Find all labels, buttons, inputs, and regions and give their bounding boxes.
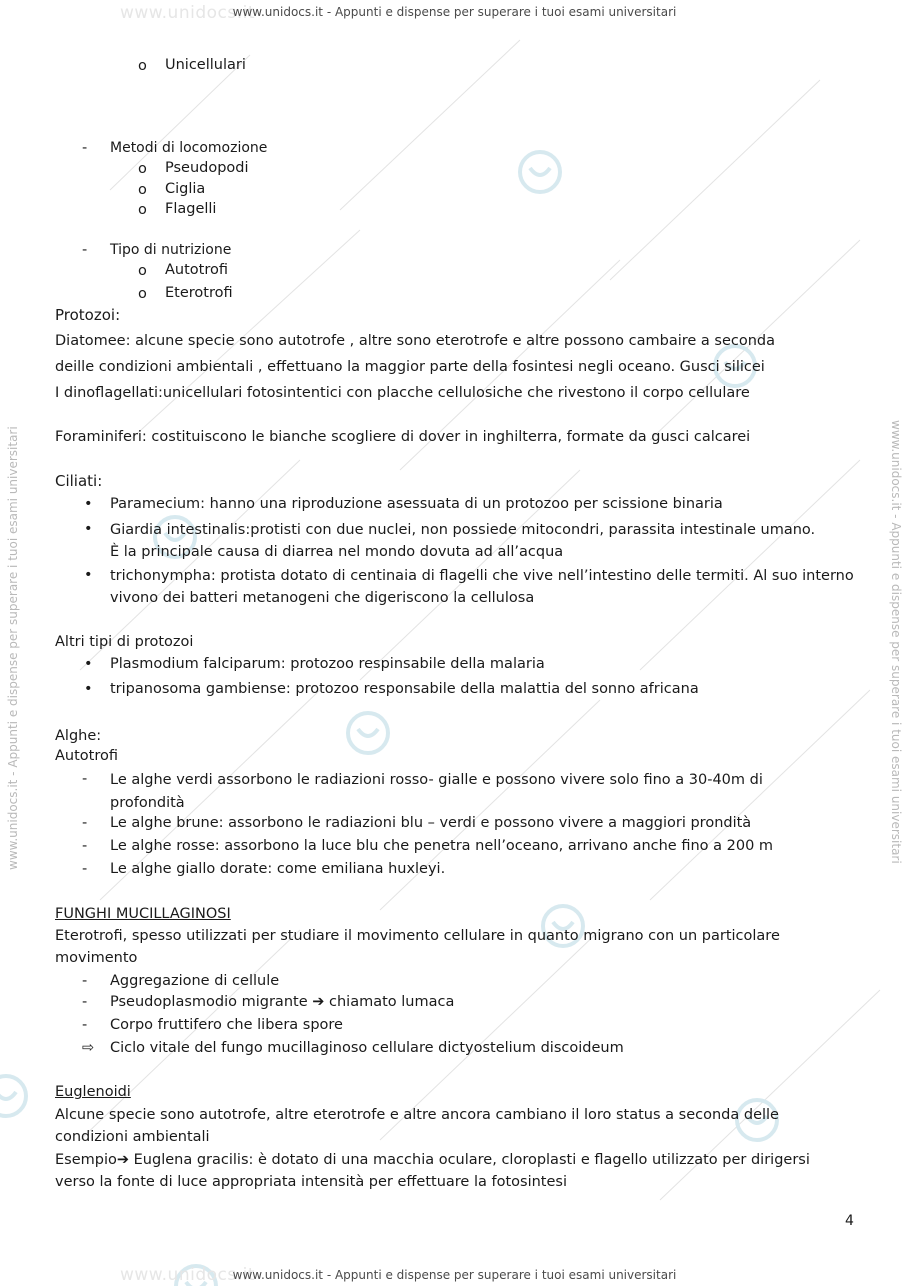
list-item: Giardia intestinalis:protisti con due nuclei, non possiede mitocondri, parassita intestinale umano. È la principale causa di diarrea nel mondo dovuta ad all’acqua — [110, 522, 816, 560]
circle-bullet: o — [138, 263, 147, 279]
dash-bullet: - — [82, 861, 88, 877]
list-item: Corpo fruttifero che libera spore — [110, 1017, 343, 1033]
paragraph-line: deille condizioni ambientali , effettuano la maggior parte della fosintesi negli oceano. Gusci silicei — [55, 359, 765, 375]
section-title: FUNGHI MUCILLAGINOSI — [55, 906, 231, 922]
dot-bullet: • — [84, 681, 93, 697]
dash-bullet: - — [82, 973, 88, 989]
example-label: Esempio — [55, 1152, 117, 1168]
arrow-icon: ➔ — [312, 994, 325, 1010]
section-title: Euglenoidi — [55, 1084, 131, 1100]
dash-bullet: - — [82, 1017, 88, 1033]
hollow-arrow-icon: ⇨ — [82, 1040, 95, 1056]
ghost-watermark: www.unidocs.it — [120, 3, 256, 23]
watermark-line — [610, 80, 820, 280]
list-item — [110, 992, 454, 1012]
list-item-text: chiamato lumaca — [329, 994, 455, 1010]
page-number: 4 — [845, 1213, 854, 1229]
list-item: Ciglia — [165, 181, 206, 197]
paragraph-line: I dinoflagellati:unicellulari fotosintentici con placche cellulosiche che rivestono il corpo cellulare — [55, 385, 750, 401]
circle-bullet: o — [138, 58, 147, 74]
circle-bullet: o — [138, 182, 147, 198]
unidocs-logo-icon — [348, 713, 388, 753]
list-item: Le alghe verdi assorbono le radiazioni rosso- gialle e possono vivere solo fino a 30-40m di profondità — [110, 772, 763, 811]
circle-bullet: o — [138, 161, 147, 177]
dash-bullet: - — [82, 242, 88, 258]
dot-bullet: • — [84, 521, 93, 537]
list-item: tripanosoma gambiense: protozoo responsabile della malattia del sonno africana — [110, 681, 699, 697]
dot-bullet: • — [84, 567, 93, 583]
list-item: trichonympha: protista dotato di centinaia di flagelli che vive nell’intestino delle termiti. Al suo interno vivono dei batteri metanogeni che digeriscono la cellulosa — [110, 568, 854, 606]
section-title: Altri tipi di protozoi — [55, 634, 194, 650]
section-title: Ciliati: — [55, 472, 103, 490]
dash-bullet: - — [82, 815, 88, 831]
dot-bullet: • — [84, 496, 93, 512]
circle-bullet: o — [138, 286, 147, 302]
unidocs-logo-icon — [520, 152, 560, 192]
circle-bullet: o — [138, 202, 147, 218]
section-title: Alghe: — [55, 728, 102, 744]
list-item: Plasmodium falciparum: protozoo respinsabile della malaria — [110, 656, 545, 672]
list-item: Le alghe giallo dorate: come emiliana huxleyi. — [110, 861, 446, 877]
arrow-icon: ➔ — [116, 1152, 130, 1168]
paragraph — [55, 1149, 845, 1193]
header-watermark: www.unidocs.it - Appunti e dispense per superare i tuoi esami universitari — [232, 5, 677, 19]
list-item: Paramecium: hanno una riproduzione asessuata di un protozoo per scissione binaria — [110, 496, 723, 512]
ghost-watermark: www.unidocs.it — [120, 1265, 256, 1285]
footer-watermark: www.unidocs.it - Appunti e dispense per superare i tuoi esami universitari — [232, 1268, 677, 1282]
list-item: Le alghe rosse: assorbono la luce blu che penetra nell’oceano, arrivano anche fino a 200 m — [110, 838, 774, 854]
paragraph: Alcune specie sono autotrofe, altre eterotrofe e altre ancora cambiano il loro status a seconda delle condizioni ambientali — [55, 1107, 779, 1145]
list-item: Flagelli — [165, 201, 217, 217]
example-text: Euglena gracilis: è dotato di una macchia oculare, cloroplasti e flagello utilizzato per dirigersi verso la fonte di luce appropriata intensità per effettuare la fotosintesi — [55, 1152, 810, 1190]
list-item: Ciclo vitale del fungo mucillaginoso cellulare dictyostelium discoideum — [110, 1040, 624, 1056]
list-item: Autotrofi — [165, 262, 228, 278]
dash-bullet: - — [82, 771, 88, 787]
list-item: Le alghe brune: assorbono le radiazioni blu – verdi e possono vivere a maggiori prondità — [110, 815, 752, 831]
paragraph-line: Foraminiferi: costituiscono le bianche scogliere di dover in inghilterra, formate da gusci calcarei — [55, 429, 751, 445]
list-item-text: Pseudoplasmodio migrante — [110, 994, 308, 1010]
list-heading: Tipo di nutrizione — [110, 242, 232, 258]
unidocs-logo-icon — [0, 1076, 26, 1116]
dash-bullet: - — [82, 140, 88, 156]
section-subtitle: Autotrofi — [55, 748, 118, 764]
list-item: Pseudopodi — [165, 160, 249, 176]
list-item: Aggregazione di cellule — [110, 973, 280, 989]
side-watermark-left: www.unidocs.it - Appunti e dispense per superare i tuoi esami universitari — [6, 426, 20, 870]
paragraph-line: Diatomee: alcune specie sono autotrofe , altre sono eterotrofe e altre possono cambaire a seconda — [55, 333, 776, 349]
section-title: Protozoi: — [55, 306, 121, 324]
list-item: Unicellulari — [165, 57, 246, 73]
dash-bullet: - — [82, 838, 88, 854]
paragraph: Eterotrofi, spesso utilizzati per studiare il movimento cellulare in quanto migrano con un particolare movimento — [55, 928, 780, 966]
dot-bullet: • — [84, 656, 93, 672]
watermark-line — [340, 40, 520, 210]
list-heading: Metodi di locomozione — [110, 140, 268, 156]
list-item: Eterotrofi — [165, 285, 233, 301]
dash-bullet: - — [82, 994, 88, 1010]
side-watermark-right: www.unidocs.it - Appunti e dispense per superare i tuoi esami universitari — [889, 420, 903, 864]
